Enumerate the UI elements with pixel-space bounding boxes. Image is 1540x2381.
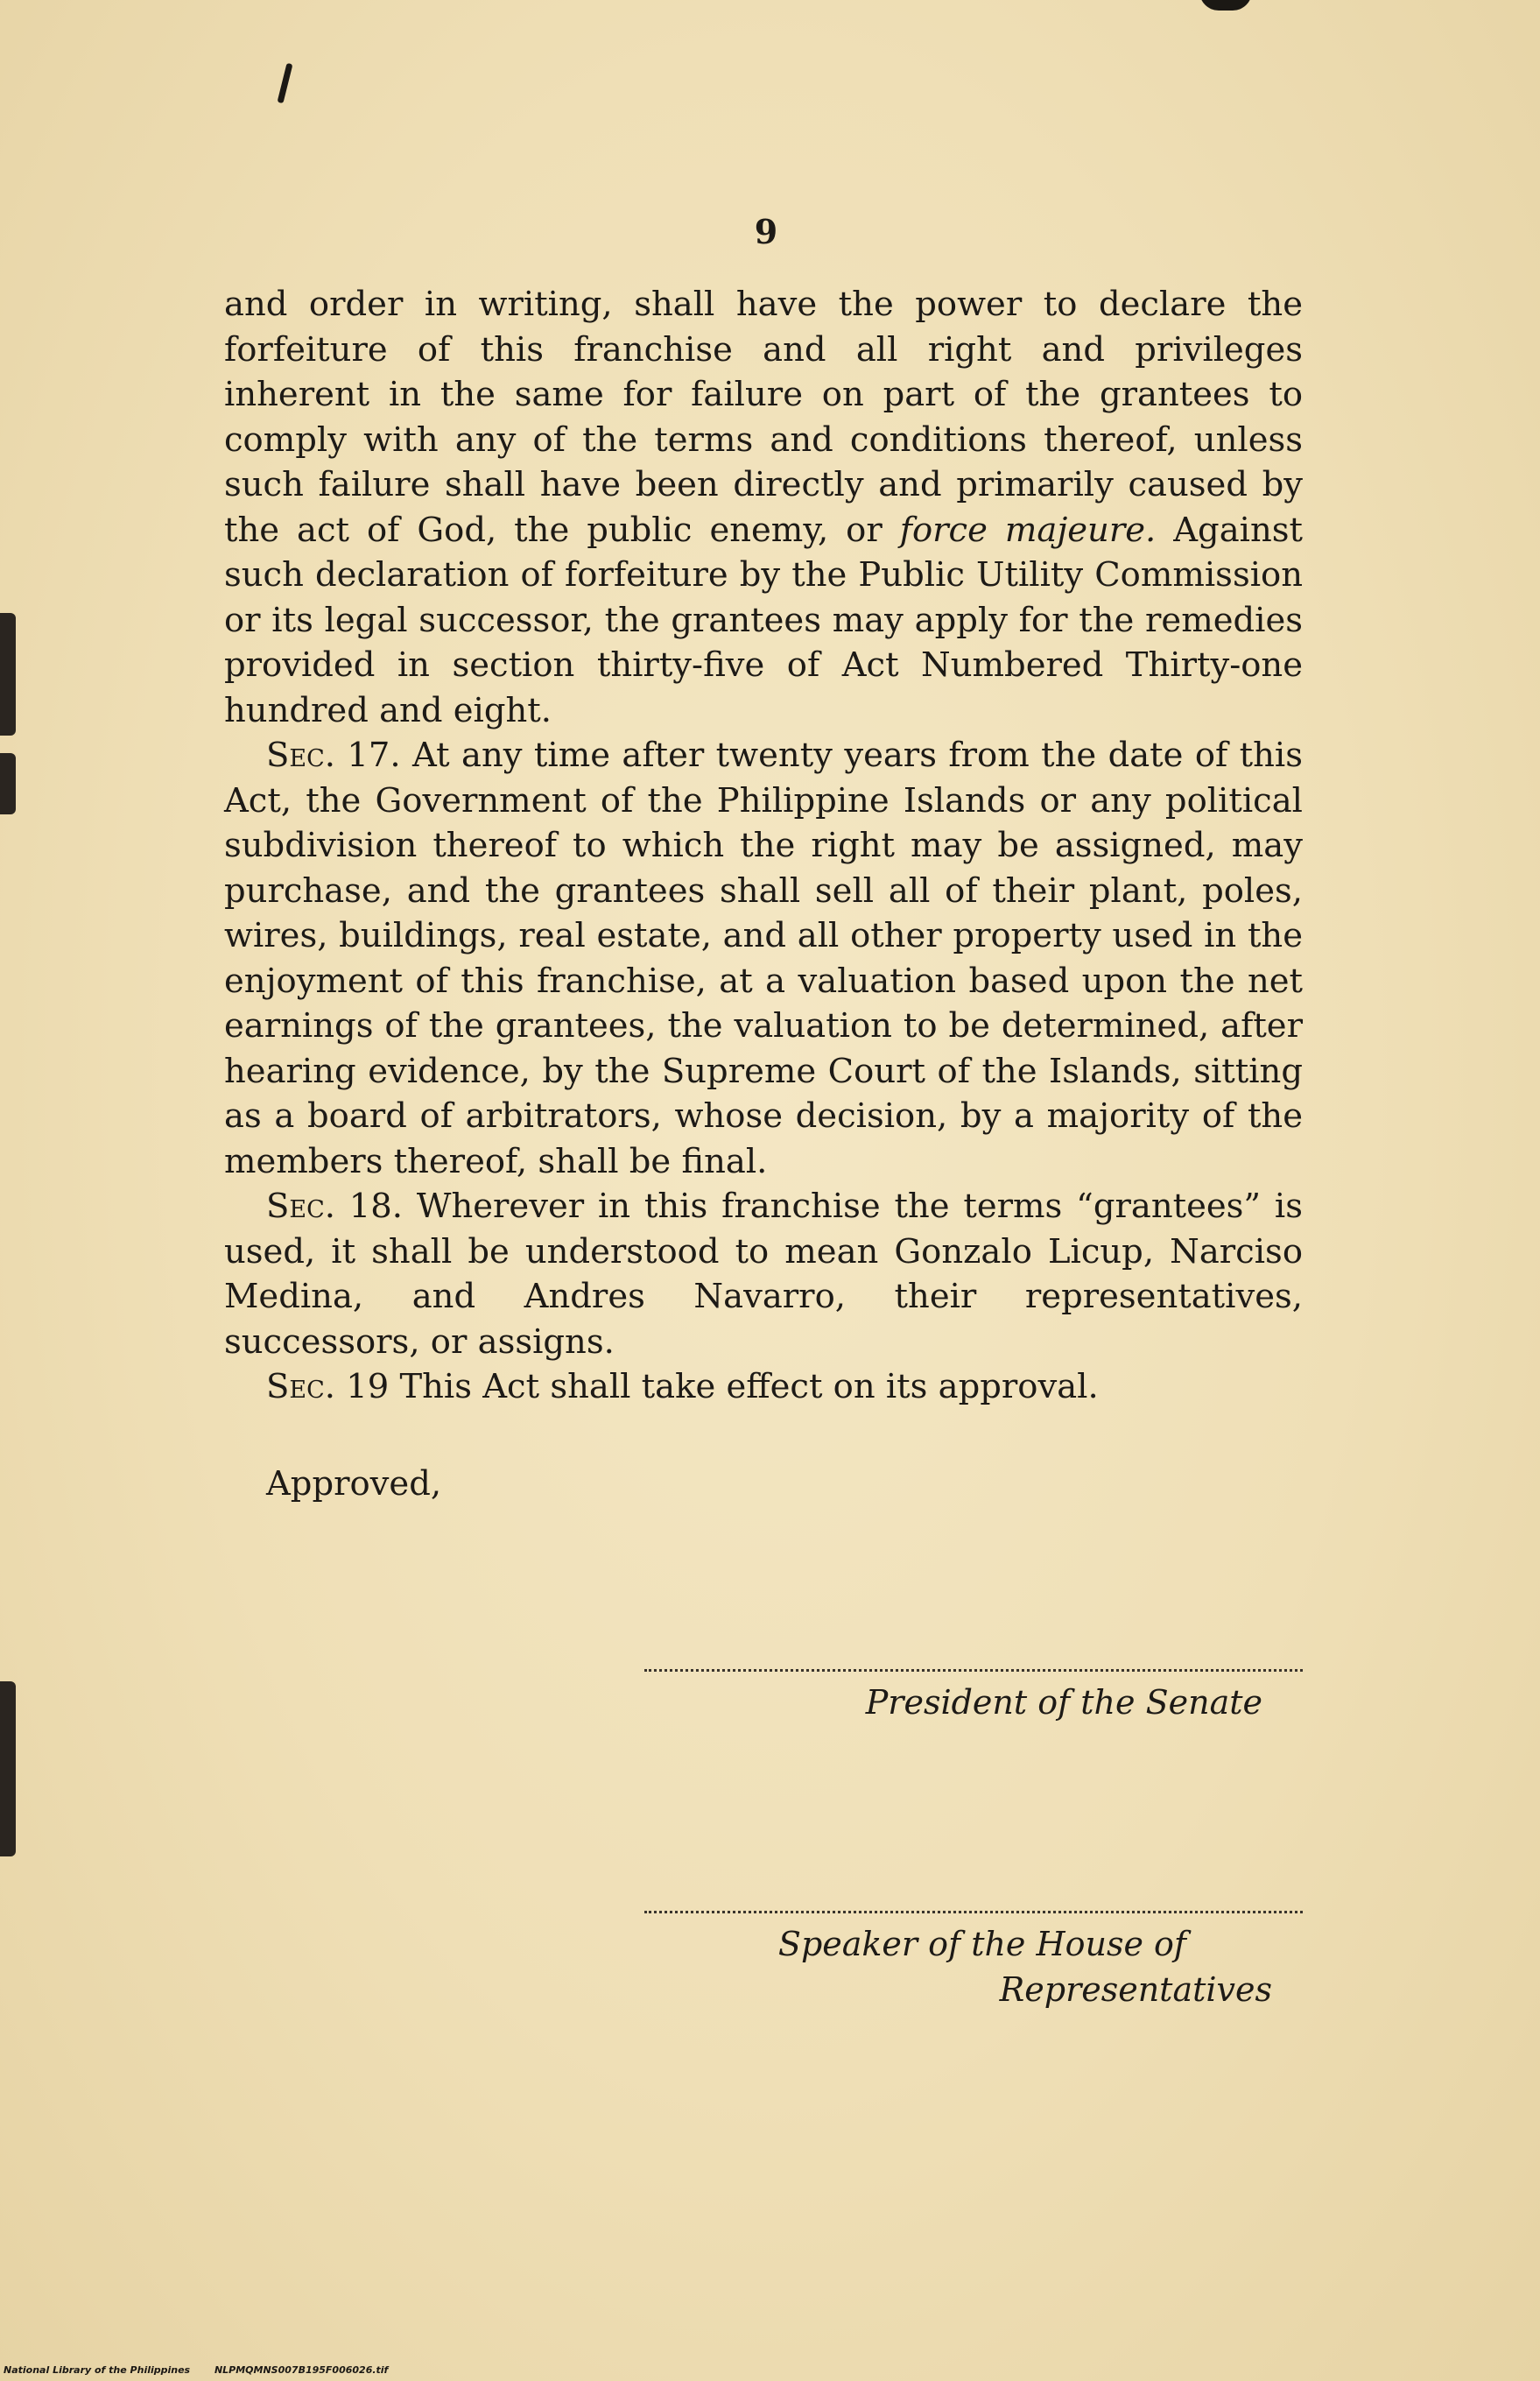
paragraph-text: and order in writing, shall have the power to declare the forfeiture of this franchise and all right and privileges inherent in the same for failure on part of the grantees to comply with any of the terms and conditions thereof, unless such failure shall have been directly and primarily caused by the act of God, the public enemy, or <box>224 285 1303 550</box>
pencil-tick-mark <box>278 63 293 103</box>
section-18 <box>224 1184 1303 1364</box>
signature-title-line: President of the Senate <box>865 1683 1262 1722</box>
signature-title-line: Representatives <box>999 1970 1272 2009</box>
signature-title-speaker <box>644 1921 1272 2012</box>
body-text <box>224 282 1303 1410</box>
section-text: Wherever in this franchise the terms “grantees” is used, it shall be understood to mean Gonzalo Licup, Narciso Medina, and Andres Navarro, their representatives, successors, or assigns. <box>224 1187 1303 1362</box>
paragraph-text: Against such declaration of forfeiture by the Public Utility Commission or its legal successor, the grantees may apply for the remedies provided in section thirty-five of Act Numbered Thirty-one hundred and eight. <box>224 510 1303 730</box>
section-label: Sec. 18. <box>266 1187 404 1226</box>
page-number: 9 <box>754 212 778 251</box>
scan-footer <box>4 2364 388 2376</box>
section-17 <box>224 733 1303 1184</box>
footer-filename: NLPMQMNS007B195F006026.tif <box>214 2364 389 2376</box>
edge-stain <box>0 1681 16 1856</box>
section-label: Sec. 19 <box>266 1367 390 1406</box>
edge-stain <box>0 613 16 736</box>
section-label: Sec. 17. <box>266 736 401 775</box>
ink-blot-mark <box>1199 0 1252 11</box>
approved-label: Approved, <box>266 1464 442 1504</box>
edge-stain <box>0 753 16 814</box>
signature-title-line: Speaker of the House of <box>777 1925 1186 1963</box>
signature-line-senate <box>644 1669 1303 1672</box>
paragraph-continuation <box>224 282 1303 733</box>
signature-line-speaker <box>644 1911 1303 1913</box>
section-text: At any time after twenty years from the date of this Act, the Government of the Philippine Islands or any political subdivision thereof to which the right may be assigned, may purchase, and the grantees shall sell all of their plant, poles, wires, buildings, real estate, and all other property used in the enjoyment of this franchise, at a valuation based upon the net earnings of the grantees, the valuation to be determined, after hearing evidence, by the Supreme Court of the Islands, sitting as a board of arbitrators, whose decision, by a majority of the members thereof, shall be final. <box>224 736 1304 1181</box>
signature-title-senate <box>644 1680 1262 1725</box>
section-19 <box>224 1364 1303 1410</box>
footer-library: National Library of the Philippines <box>4 2364 191 2376</box>
paragraph-italic: force majeure. <box>899 510 1157 550</box>
section-text: This Act shall take effect on its approval. <box>389 1367 1099 1406</box>
